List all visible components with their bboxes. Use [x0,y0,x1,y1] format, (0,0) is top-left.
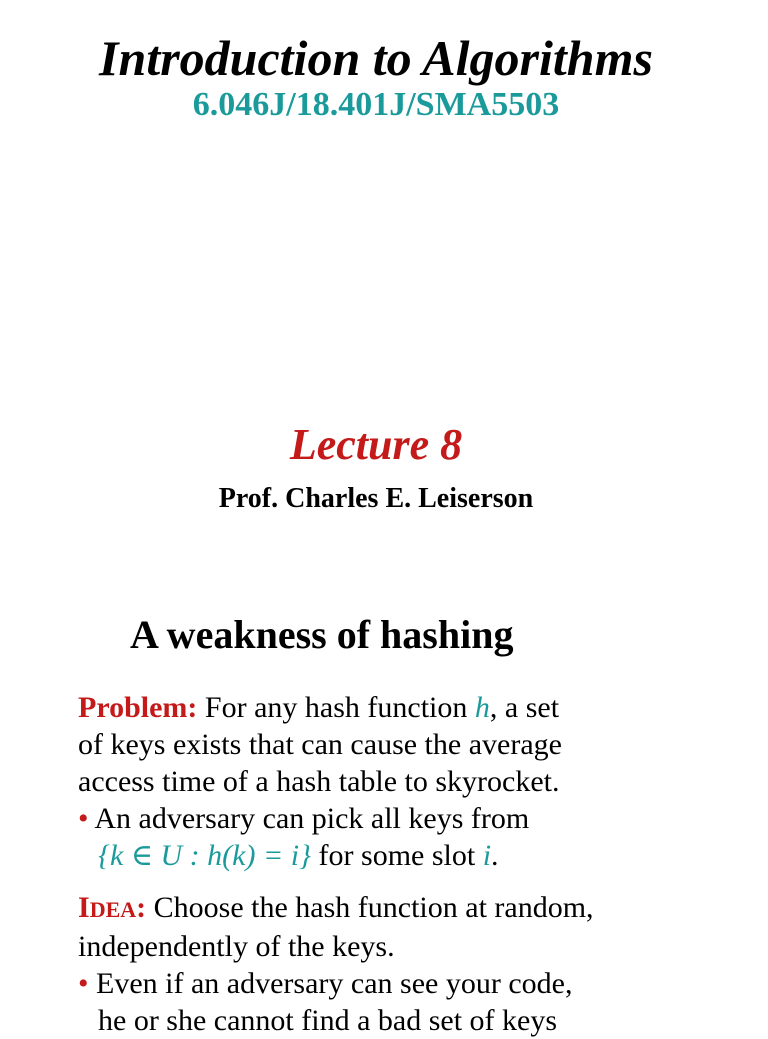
course-title: Introduction to Algorithms [99,30,653,86]
problem-bullet [78,800,758,837]
idea-section [78,889,758,1039]
problem-label: Problem: [78,691,198,724]
slide-title: A weakness of hashing [130,612,514,657]
problem-line-1 [78,689,758,726]
idea-text-1: Choose the hash function at random, [146,891,594,924]
idea-line-2: independently of the keys. [78,930,395,963]
course-code: 6.046J/18.401J/SMA5503 [192,86,560,123]
idea-line-1 [78,889,758,928]
problem-line-2: of keys exists that can cause the average [78,728,562,761]
slot-variable: i [482,839,492,872]
idea-bullet [78,965,758,1002]
idea-bullet-continuation: he or she cannot find a bad set of keys [98,1004,558,1037]
idea-label-colon: : [136,891,147,924]
bullet-marker: • [78,802,89,835]
set-expression-line [78,837,758,874]
idea-label [78,891,146,924]
set-after-text: for some slot [311,839,483,872]
idea-label-initial: I [78,891,90,924]
lecture-number: Lecture 8 [289,420,463,469]
set-expression: {k ∈ U : h(k) = i} [98,839,312,872]
problem-section [78,689,758,874]
set-end-text: . [491,839,499,872]
idea-bullet-text: Even if an adversary can see your code, [88,967,573,1000]
professor-name: Prof. Charles E. Leiserson [218,483,534,514]
bullet-marker: • [78,967,89,1000]
hash-function-variable: h [474,691,490,724]
problem-bullet-text: An adversary can pick all keys from [88,802,530,835]
problem-text-1: For any hash function [197,691,475,724]
problem-text-1-end: , a set [489,691,560,724]
problem-line-3: access time of a hash table to skyrocket. [78,765,560,798]
idea-label-rest: DEA [89,897,137,922]
